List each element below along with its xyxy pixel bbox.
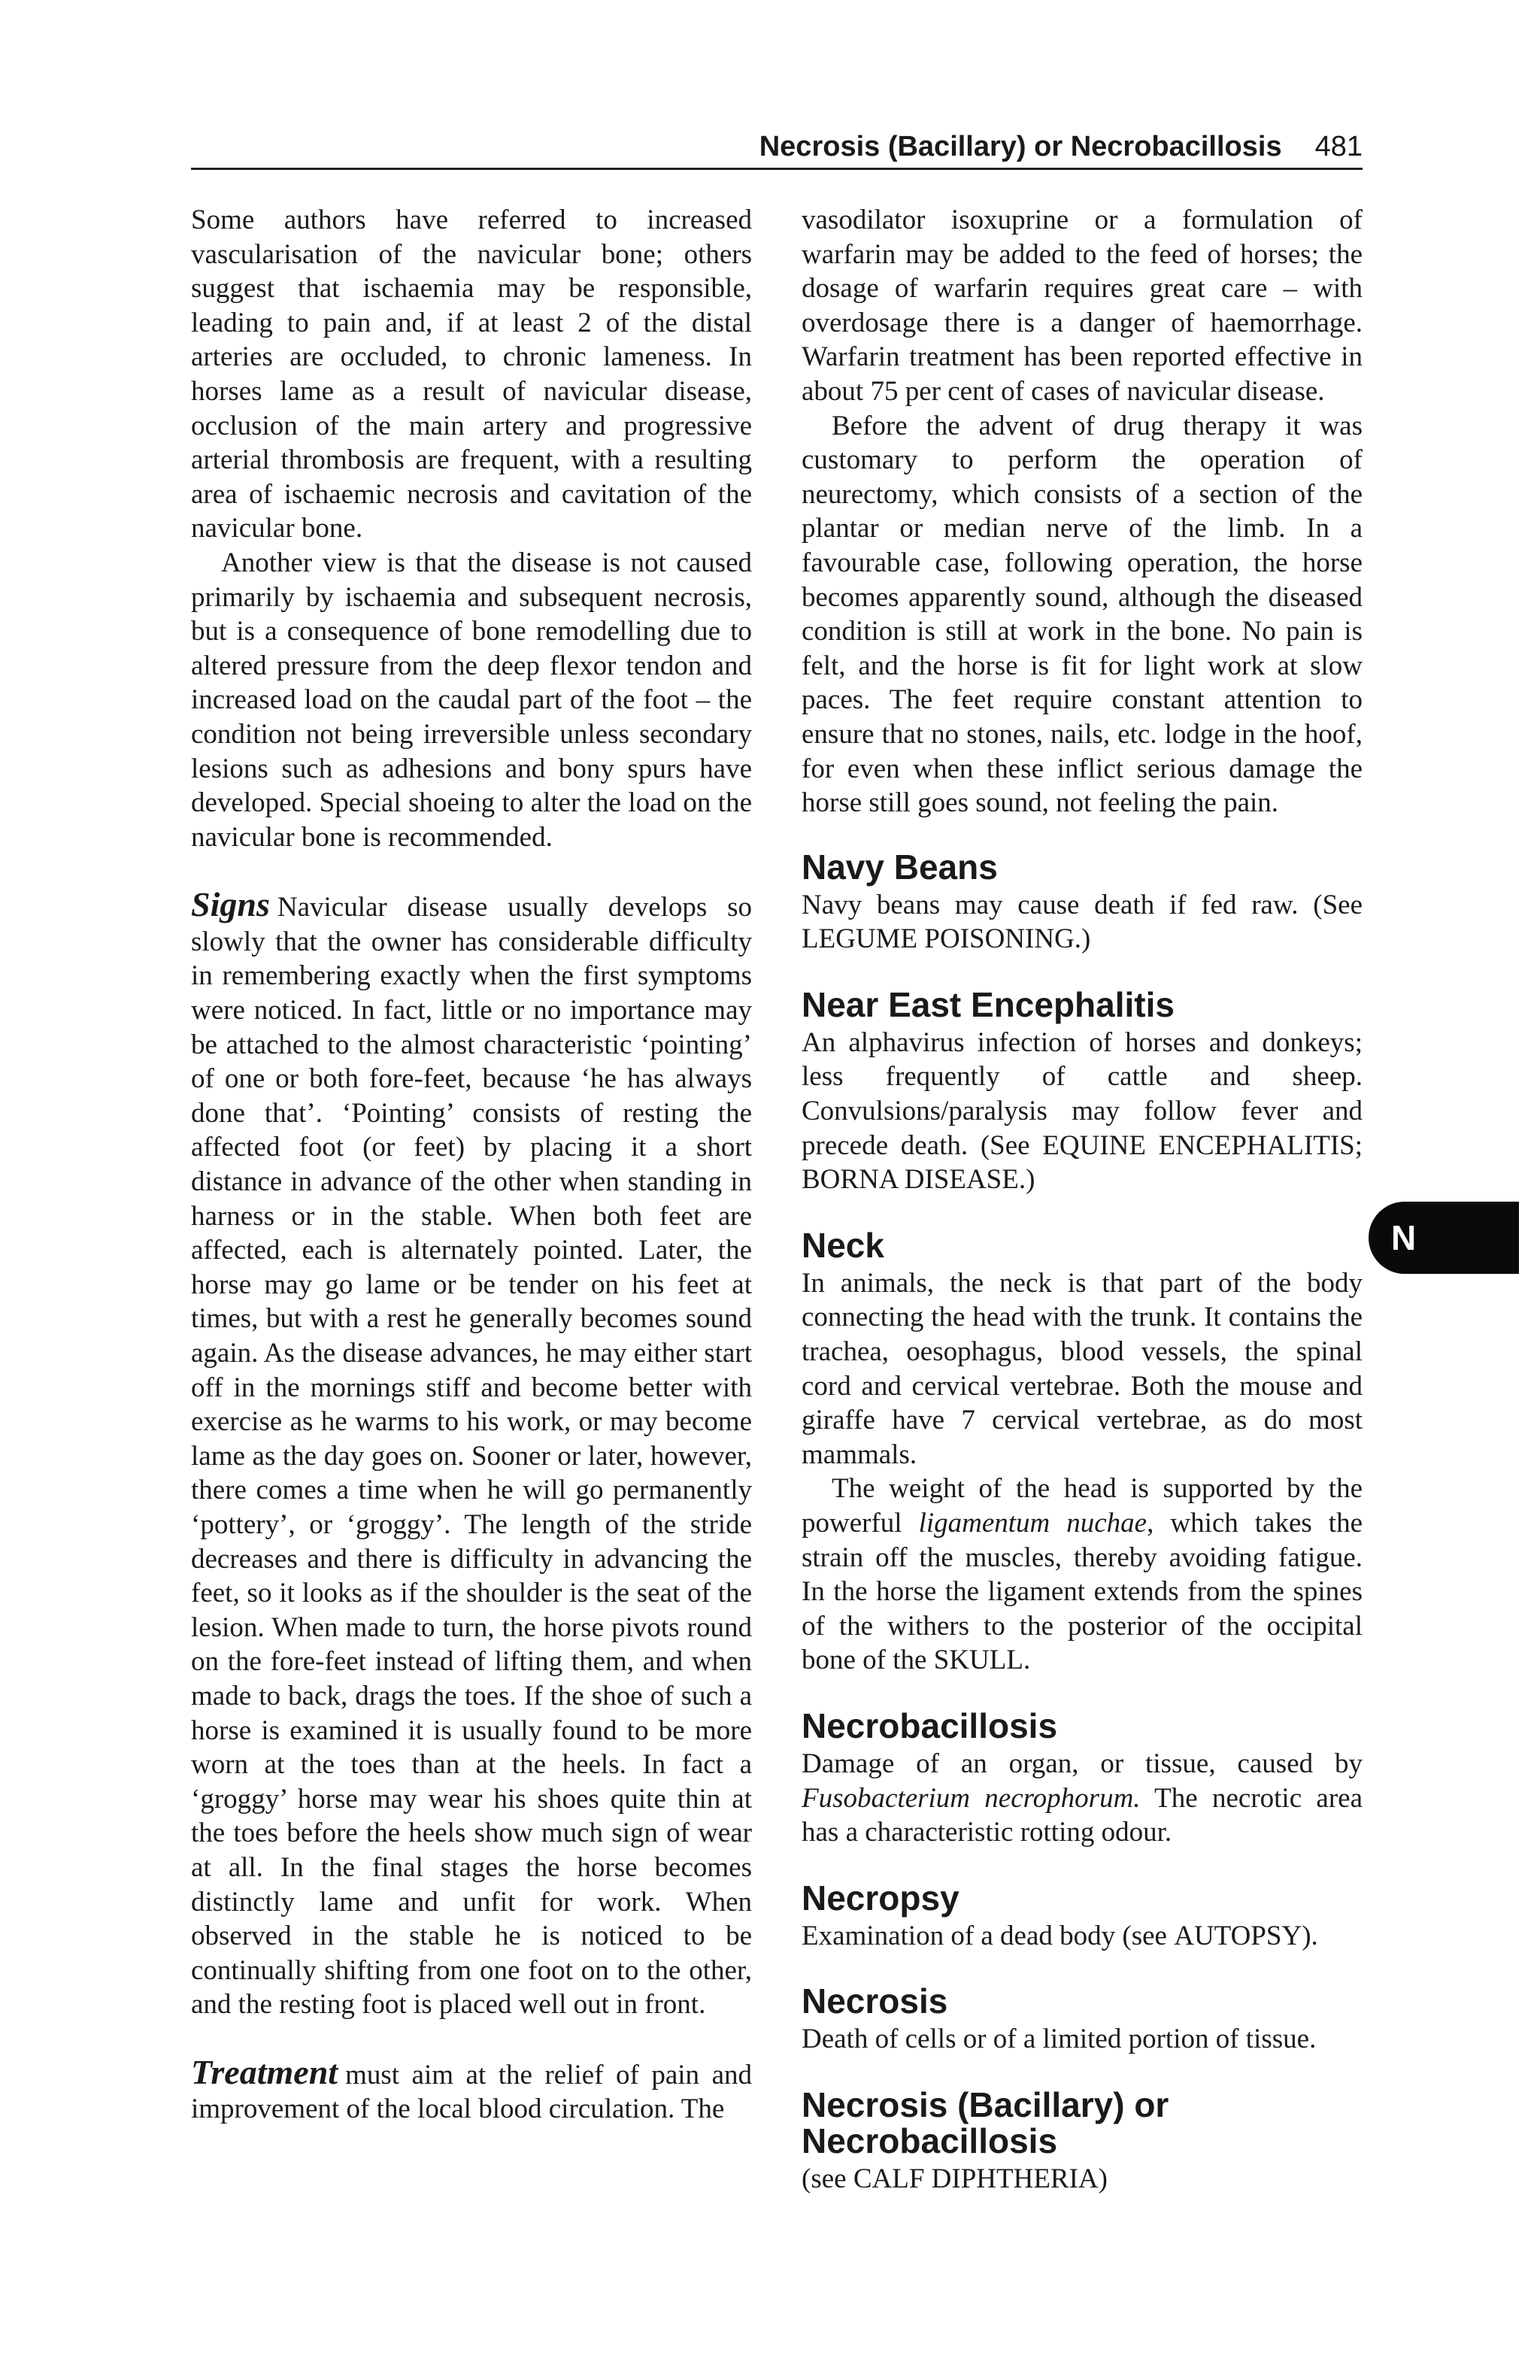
entry-text-necrosis-bacillary: (see CALF DIPHTHERIA) (802, 2163, 1108, 2194)
entry-text-necropsy: Examination of a dead body (see AUTOPSY). (802, 1920, 1318, 1951)
entry-heading-necrosis: Necrosis (802, 1981, 948, 2021)
paragraph: Before the advent of drug therapy it was customary to perform the operation of neurectomy, which consists of a section of the plantar or median nerve of the limb. In a favourable case, following operation, the horse becomes apparently sound, although the diseased condition is still at work in the bone. No pain is felt, and the horse is fit for light work at slow paces. The feet require constant attention to ensure that no stones, nails, etc. lodge in the hoof, for even when these inflict serious damage the horse still goes sound, not feeling the pain. (802, 410, 1363, 819)
entry-heading-neck: Neck (802, 1225, 884, 1265)
paragraph: Another view is that the disease is not caused primarily by ischaemia and subsequent necrosis, but is a consequence of bone remodelling due to altered pressure from the deep flexor tendon and increased load on the caudal part of the foot – the condition not being irreversible unless secondary lesions such as adhesions and bony spurs have developed. Special shoeing to alter the load on the navicular bone is recommended. (191, 547, 752, 853)
paragraph: Some authors have referred to increased vascularisation of the navicular bone; others suggest that ischaemia may be responsible, leading to pain and, if at least 2 of the distal arteries are occluded, to chronic lameness. In horses lame as a result of navicular disease, occlusion of the main artery and progressive arterial thrombosis are frequent, with a resulting area of ischaemic necrosis and cavitation of the navicular bone. (191, 205, 752, 544)
entry-heading-necropsy: Necropsy (802, 1878, 959, 1918)
running-head (191, 126, 1363, 170)
entry-text-necrobacillosis: Damage of an organ, or tissue, caused by Fusobacterium necrophorum. The necrotic area has a characteristic rotting odour. (802, 1748, 1363, 1848)
entry-text-neck-2: The weight of the head is supported by the powerful ligamentum nuchae, which takes the strain off the muscles, thereby avoiding fatigue. In the horse the ligament extends from the spines of the withers to the posterior of the occipital bone of the SKULL. (802, 1473, 1363, 1676)
entry-text-near-east-encephalitis: An alphavirus infection of horses and donkeys; less frequently of cattle and sheep. Convulsions/paralysis may follow fever and precede death. (See EQUINE ENCEPHALITIS; BORNA DISEASE.) (802, 1026, 1363, 1196)
cross-reference: CALF DIPHTHERIA (853, 2163, 1099, 2194)
right-column (802, 203, 1363, 2197)
entry-heading-necrobacillosis: Necrobacillosis (802, 1705, 1058, 1745)
entry-heading-necrosis-bacillary: Necrosis (Bacillary) or Necrobacillosis (802, 2084, 1169, 2160)
thumb-index-tab (1369, 1202, 1519, 1274)
running-title: Necrosis (Bacillary) or Necrobacillosis (759, 131, 1282, 162)
cross-reference: EQUINE ENCEPHALITIS (1042, 1129, 1355, 1161)
entry-heading-near-east-encephalitis: Near East Encephalitis (802, 984, 1175, 1024)
signs-text: Navicular disease usually develops so slowly that the owner has considerable difficulty in remembering exactly when the first symptoms were noticed. In fact, little or no importance may be attached to the almost characteristic ‘pointing’ of one or both fore-feet, because ‘he has always done that’. ‘Pointing’ consists of resting the affected foot (or feet) by placing it a short distance in advance of the other when standing in harness or in the stable. When both feet are affected, each is alternately pointed. Later, the horse may go lame or be tender on his feet at times, but with a rest he generally becomes sound again. As the disease advances, he may either start off in the mornings stiff and become better with exercise as he warms to his work, or may become lame as the day goes on. Sooner or later, however, there comes a time when he will go permanently ‘pottery’, or ‘groggy’. The length of the stride decreases and there is difficulty in advancing the feet, so it looks as if the shoulder is the seat of the lesion. When made to turn, the horse pivots round on the fore-feet instead of lifting them, and when made to back, drags the toes. If the shoe of such a horse is examined it is usually found to be more worn at the toes than at the heels. In fact a ‘groggy’ horse may wear his shoes quite thin at the toes before the heels show much sign of wear at all. In the final stages the horse becomes distinctly lame and unfit for work. When observed in the stable he is noticed to be continually shifting from one foot on to the other, and the resting foot is placed well out in front. (191, 892, 752, 2021)
treatment-label: Treatment (191, 2052, 338, 2091)
entry-text-navy-beans: Navy beans may cause death if fed raw. (See LEGUME POISONING.) (802, 889, 1363, 955)
treatment-text: must aim at the relief of pain and improvement of the local blood circulation. The (191, 2059, 752, 2125)
cross-reference: SKULL (933, 1645, 1023, 1676)
cross-reference: BORNA DISEASE (802, 1164, 1019, 1196)
entry-text-necrosis: Death of cells or of a limited portion of tissue. (802, 2024, 1317, 2055)
paragraph: vasodilator isoxuprine or a formulation of warfarin may be added to the feed of horses; the dosage of warfarin requires great care – with overdosage there is a danger of haemorrhage. Warfarin treatment has been reported effective in about 75 per cent of cases of navicular disease. (802, 205, 1363, 407)
cross-reference: AUTOPSY (1174, 1920, 1302, 1951)
entry-heading-navy-beans: Navy Beans (802, 847, 998, 887)
page-number: 481 (1314, 131, 1363, 162)
cross-reference: LEGUME POISONING (802, 923, 1075, 955)
entry-text-neck: In animals, the neck is that part of the body connecting the head with the trunk. It contains the trachea, oesophagus, blood vessels, the spinal cord and cervical vertebrae. Both the mouse and giraffe have 7 cervical vertebrae, as do most mammals. (802, 1267, 1363, 1470)
left-column (191, 203, 752, 2127)
signs-label: Signs (191, 885, 270, 924)
thumb-index-letter: N (1391, 1218, 1417, 1257)
treatment-section (191, 2052, 752, 2127)
signs-section (191, 887, 752, 2022)
